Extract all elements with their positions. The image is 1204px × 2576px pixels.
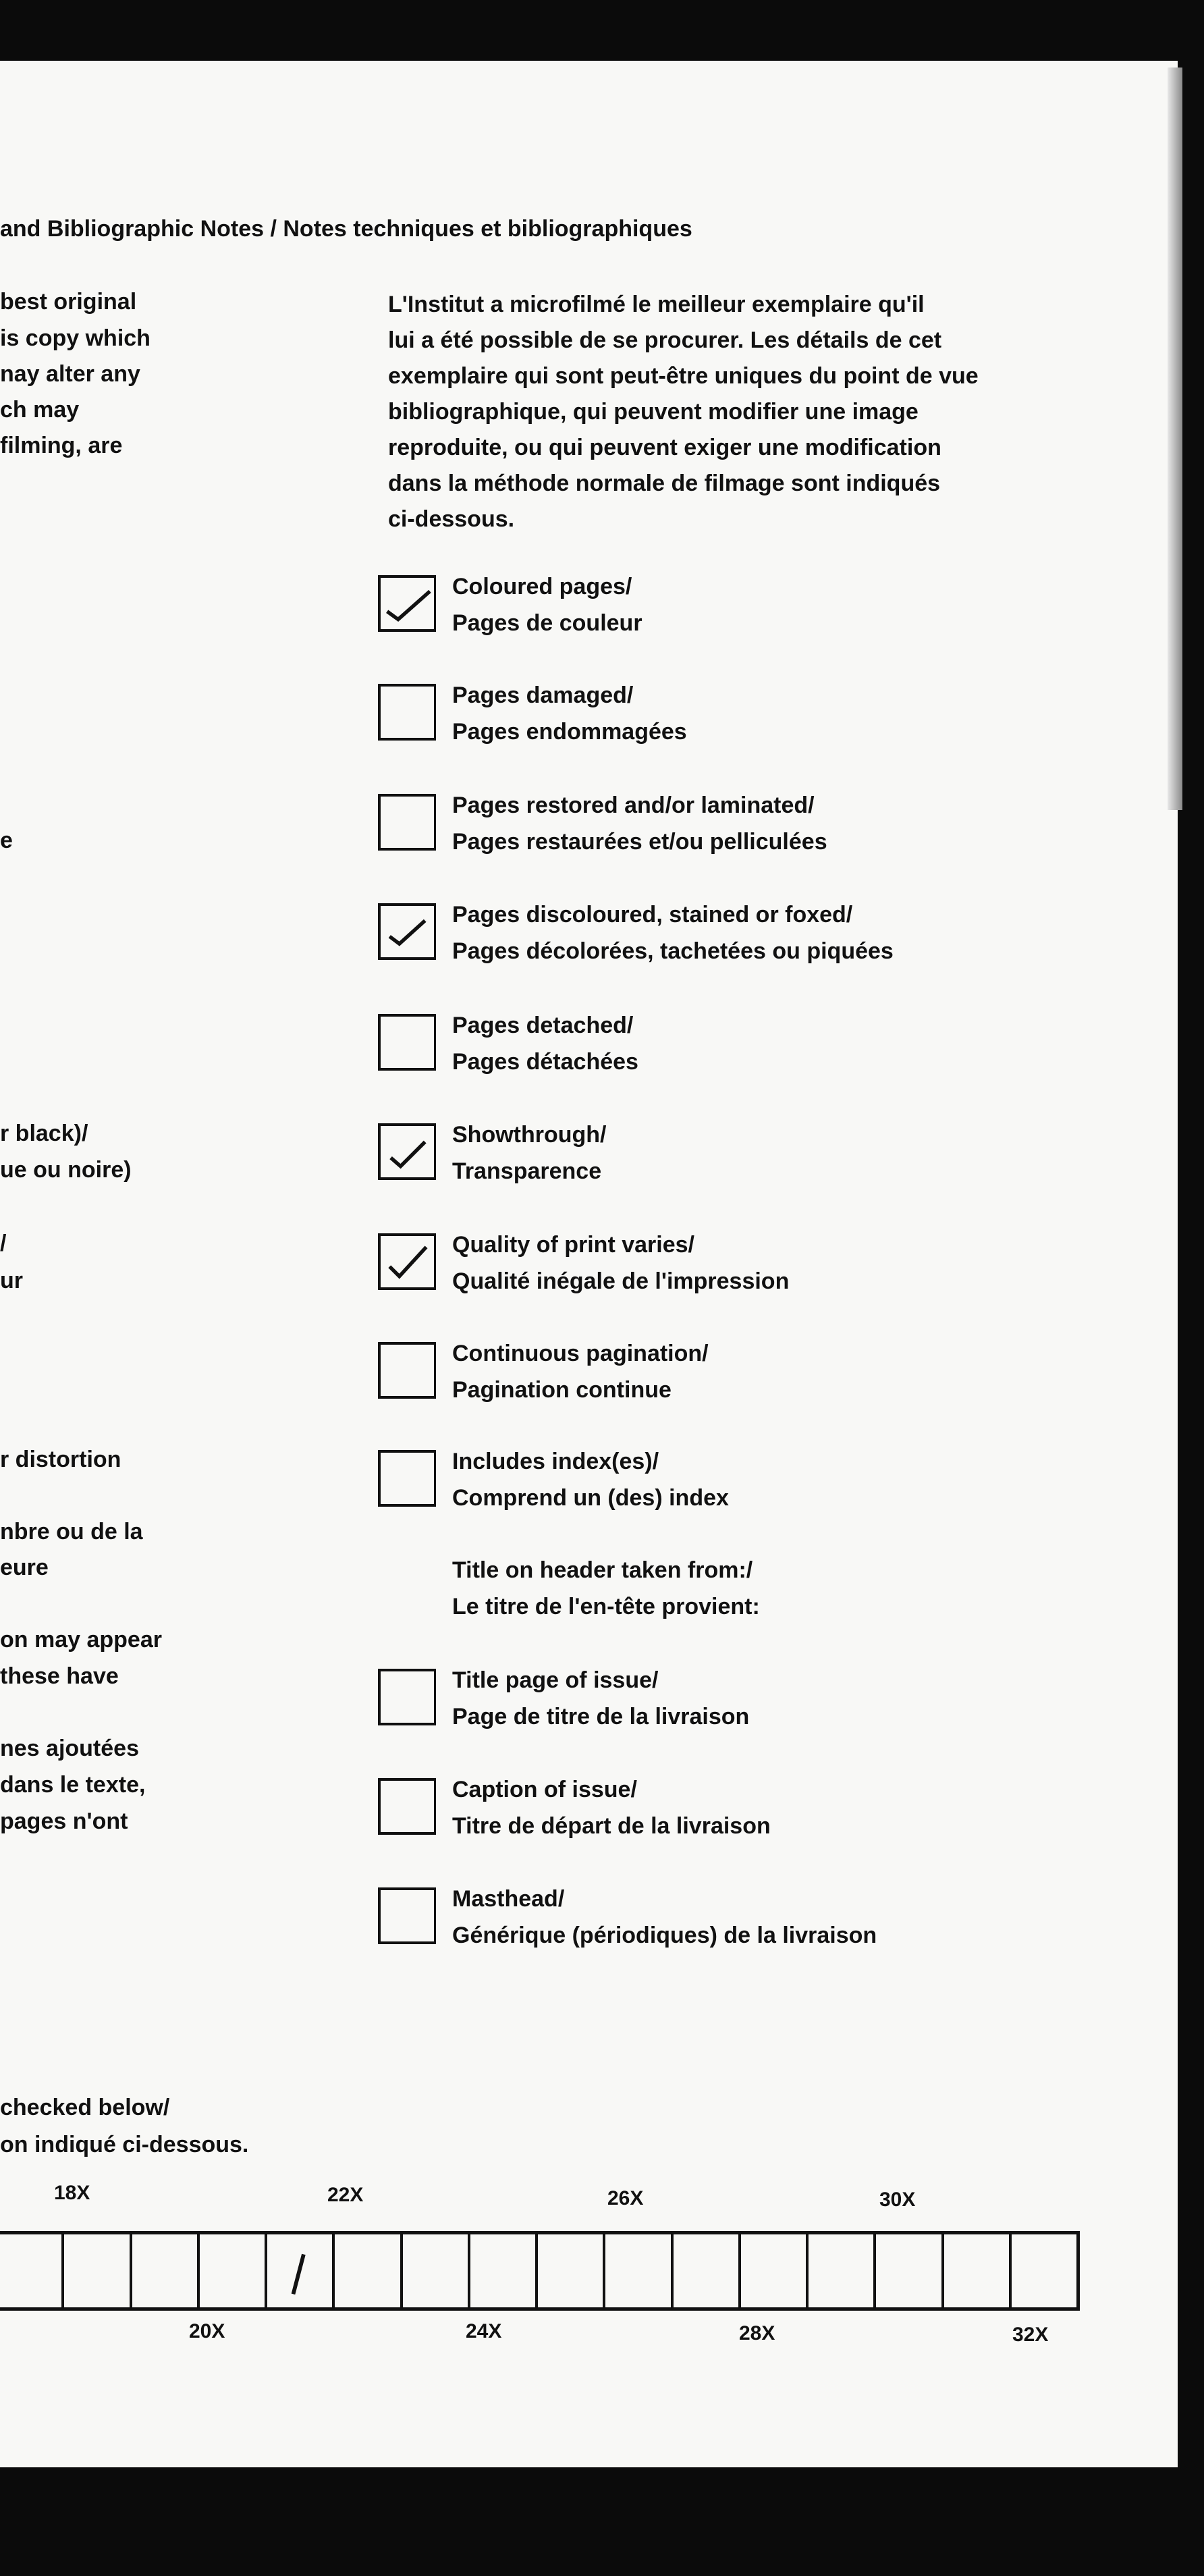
notes-heading: and Bibliographic Notes / Notes techniques et bibliographiques xyxy=(0,216,692,242)
option-label: Continuous pagination/ Pagination continue xyxy=(452,1341,709,1403)
left-fragment: pages n'ont xyxy=(0,1808,128,1834)
option-coloured-pages xyxy=(378,568,1120,636)
left-fragment: filming, are xyxy=(0,433,123,458)
option-pages-discoloured xyxy=(378,896,1120,964)
left-fragment: on may appear xyxy=(0,1627,162,1653)
intro-line: ci-dessous. xyxy=(388,506,515,532)
option-pages-detached xyxy=(378,1007,1120,1075)
option-includes-index xyxy=(378,1443,1120,1511)
scale-label-top: 26X xyxy=(607,2187,644,2209)
grid-cell[interactable] xyxy=(876,2234,943,2307)
option-checkbox[interactable] xyxy=(378,1014,436,1071)
left-fragment: best original xyxy=(0,289,137,315)
option-showthrough xyxy=(378,1117,1120,1184)
grid-cell[interactable] xyxy=(64,2234,132,2307)
scale-label-bottom: 24X xyxy=(466,2320,502,2342)
intro-line: L'Institut a microfilmé le meilleur exemplaire qu'il xyxy=(388,292,925,317)
left-fragment: nbre ou de la xyxy=(0,1519,143,1545)
left-fragment: these have xyxy=(0,1663,119,1689)
grid-cell[interactable] xyxy=(741,2234,809,2307)
slash-mark-icon xyxy=(267,2234,332,2307)
left-fragment: eure xyxy=(0,1555,49,1580)
option-label: Includes index(es)/ Comprend un (des) index xyxy=(452,1449,729,1511)
option-label: Pages damaged/ Pages endommagées xyxy=(452,682,687,745)
left-fragment: dans le texte, xyxy=(0,1772,146,1798)
option-checkbox[interactable] xyxy=(378,575,436,632)
option-label: Masthead/ Générique (périodiques) de la livraison xyxy=(452,1886,877,1948)
option-pages-damaged xyxy=(378,677,1120,745)
check-mark-icon xyxy=(381,578,434,629)
check-mark-icon xyxy=(381,1126,434,1177)
option-caption-of-issue xyxy=(378,1771,1120,1839)
left-fragment: r black)/ xyxy=(0,1121,88,1146)
reduction-note: on indiqué ci-dessous. xyxy=(0,2132,249,2157)
option-checkbox[interactable] xyxy=(378,1123,436,1180)
option-pages-restored xyxy=(378,787,1120,855)
option-label: Caption of issue/ Titre de départ de la livraison xyxy=(452,1777,771,1839)
option-checkbox[interactable] xyxy=(378,1669,436,1725)
left-fragment: ur xyxy=(0,1268,23,1293)
grid-cell[interactable] xyxy=(944,2234,1012,2307)
option-checkbox[interactable] xyxy=(378,794,436,851)
option-checkbox[interactable] xyxy=(378,1233,436,1290)
option-continuous-pagination xyxy=(378,1335,1120,1403)
grid-cell[interactable] xyxy=(335,2234,402,2307)
grid-cell[interactable] xyxy=(674,2234,741,2307)
left-fragment: nes ajoutées xyxy=(0,1736,139,1761)
left-fragment: ch may xyxy=(0,397,80,423)
intro-paragraph xyxy=(388,287,1063,537)
option-checkbox[interactable] xyxy=(378,1887,436,1944)
check-mark-icon xyxy=(381,1236,434,1287)
option-checkbox[interactable] xyxy=(378,1342,436,1399)
grid-cell[interactable] xyxy=(403,2234,470,2307)
option-label: Showthrough/ Transparence xyxy=(452,1122,607,1184)
check-mark-icon xyxy=(381,906,434,957)
option-title-page xyxy=(378,1662,1120,1729)
grid-cell-marked[interactable] xyxy=(267,2234,335,2307)
reduction-note: checked below/ xyxy=(0,2095,170,2120)
grid-cell[interactable] xyxy=(538,2234,605,2307)
option-masthead xyxy=(378,1881,1120,1948)
grid-cell[interactable] xyxy=(200,2234,267,2307)
header-note: Title on header taken from:/ Le titre de l'en-tête provient: xyxy=(452,1557,760,1619)
page-edge-shadow xyxy=(1168,68,1182,810)
grid-cell[interactable] xyxy=(1012,2234,1076,2307)
scale-label-top: 18X xyxy=(54,2182,90,2204)
intro-line: reproduite, ou qui peuvent exiger une modification xyxy=(388,435,941,460)
left-fragment: nay alter any xyxy=(0,361,140,387)
option-label: Title page of issue/ Page de titre de la livraison xyxy=(452,1667,750,1729)
scale-label-top: 30X xyxy=(879,2189,916,2211)
option-label: Pages discoloured, stained or foxed/ Pages décolorées, tachetées ou piquées xyxy=(452,902,894,964)
option-checkbox[interactable] xyxy=(378,1450,436,1507)
left-fragment: is copy which xyxy=(0,325,150,351)
scale-label-bottom: 32X xyxy=(1012,2324,1049,2346)
intro-line: lui a été possible de se procurer. Les détails de cet xyxy=(388,327,942,353)
left-fragment: / xyxy=(0,1231,7,1256)
option-label: Pages restored and/or laminated/ Pages restaurées et/ou pelliculées xyxy=(452,793,827,855)
option-label: Pages detached/ Pages détachées xyxy=(452,1013,638,1075)
left-fragment: e xyxy=(0,828,13,853)
option-label: Coloured pages/ Pages de couleur xyxy=(452,574,642,636)
grid-cell[interactable] xyxy=(809,2234,876,2307)
reduction-ratio-grid xyxy=(0,2231,1080,2311)
intro-line: bibliographique, qui peuvent modifier une image xyxy=(388,399,919,425)
option-checkbox[interactable] xyxy=(378,903,436,960)
grid-cell[interactable] xyxy=(470,2234,538,2307)
option-quality-of-print xyxy=(378,1227,1120,1294)
left-fragment: ue ou noire) xyxy=(0,1157,132,1183)
grid-cell[interactable] xyxy=(0,2234,64,2307)
option-checkbox[interactable] xyxy=(378,1778,436,1835)
option-checkbox[interactable] xyxy=(378,684,436,741)
scale-label-top: 22X xyxy=(327,2184,364,2206)
scale-label-bottom: 20X xyxy=(189,2320,225,2342)
grid-cell[interactable] xyxy=(132,2234,200,2307)
intro-line: dans la méthode normale de filmage sont indiqués xyxy=(388,471,941,496)
option-label: Quality of print varies/ Qualité inégale de l'impression xyxy=(452,1232,790,1294)
grid-cell[interactable] xyxy=(605,2234,673,2307)
left-fragment: r distortion xyxy=(0,1447,121,1472)
intro-line: exemplaire qui sont peut-être uniques du point de vue xyxy=(388,363,979,389)
scale-label-bottom: 28X xyxy=(739,2322,775,2344)
